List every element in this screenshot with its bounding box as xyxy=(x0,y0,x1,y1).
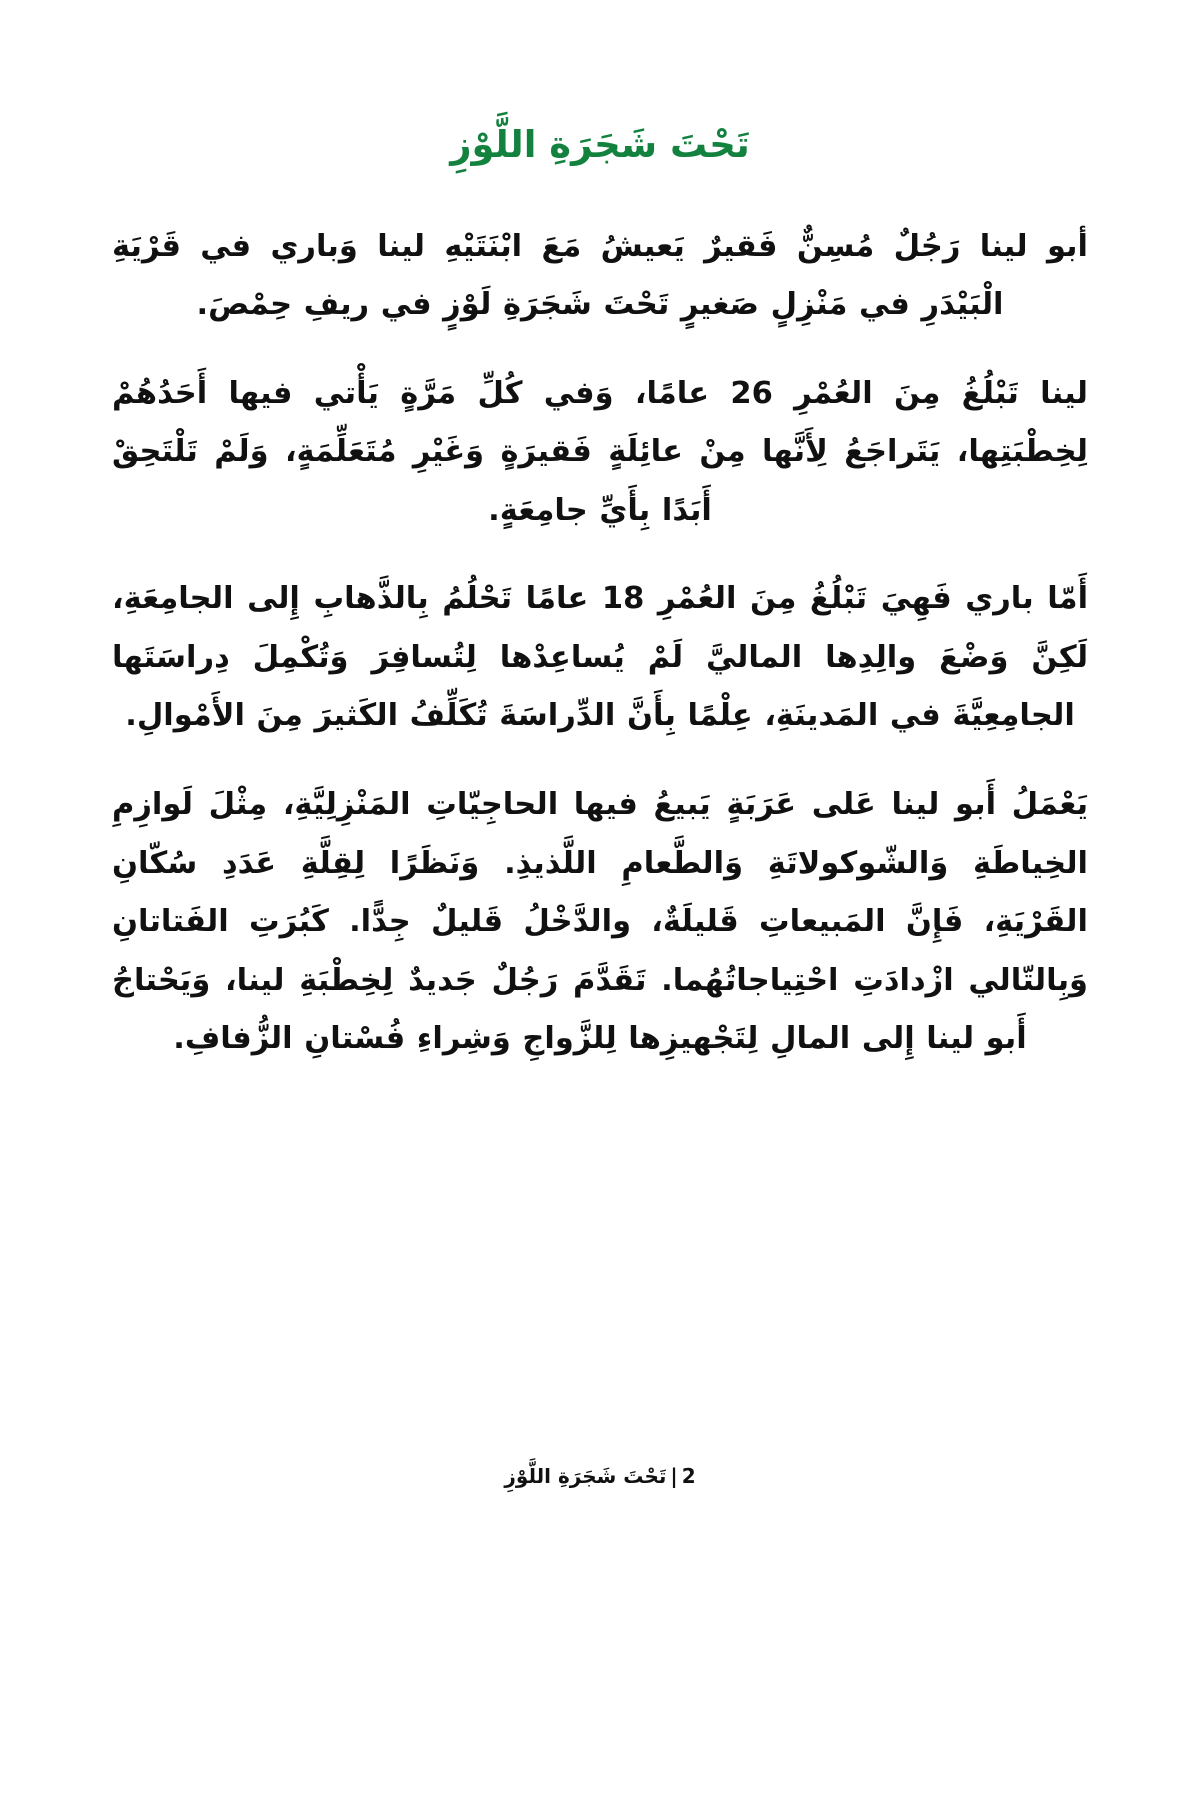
page-content xyxy=(112,118,1088,1800)
paragraph-4: يعمل أبو لينا على عربة يبيع فيها الحاجيات المنزلية، مثل لوازم الخياطة والشوكولاتة والطعام اللذيذ. ونظرا لقلة عدد سكان القرية، فإن المبيعات قليلة، والدخل قليل جدا. كبرت الفتاتان وبالتالي ازدادت احتياجاتهما. تقدم رجل جديد لخطبة لينا، ويحتاج أبو لينا إلى المال لتجهيزها للزواج وشراء فستان الزفاف. xyxy=(112,787,1089,1057)
footer-title: تحت شجرة اللوز xyxy=(504,1464,667,1488)
footer-separator: | xyxy=(670,1464,678,1488)
paragraph-1: أبو لينا رجل مسن فقير يعيش مع ابنتيه لينا وباري في قرية البيدر في منزل صغير تحت شجرة لوز في ريف حمص. xyxy=(112,228,1088,323)
paragraph-3: أما باري فهي تبلغ من العمر 18 عاما تحلم بالذهاب إلى الجامعة، لكن وضع والدها المالي لم يساعدها لتسافر وتكمل دراستها الجامعية في المدينة، علما بأن الدراسة تكلف الكثير من الأموال. xyxy=(112,581,1089,734)
footer-line xyxy=(504,1464,695,1488)
page-footer xyxy=(0,1464,1200,1488)
paragraph-2: لينا تبلغ من العمر 26 عاما، وفي كل مرة يأتي فيها أحدهم لخطبتها، يتراجع لنها من عائلة فقيرة وغير متعلمة، ولم تلتحق أبدا بأي جامعة. xyxy=(112,375,1088,528)
page-title: تَحْتَ شَجَرَةِ اللَّوْزِ xyxy=(450,123,750,166)
footer-page-number: 2 xyxy=(681,1464,696,1488)
